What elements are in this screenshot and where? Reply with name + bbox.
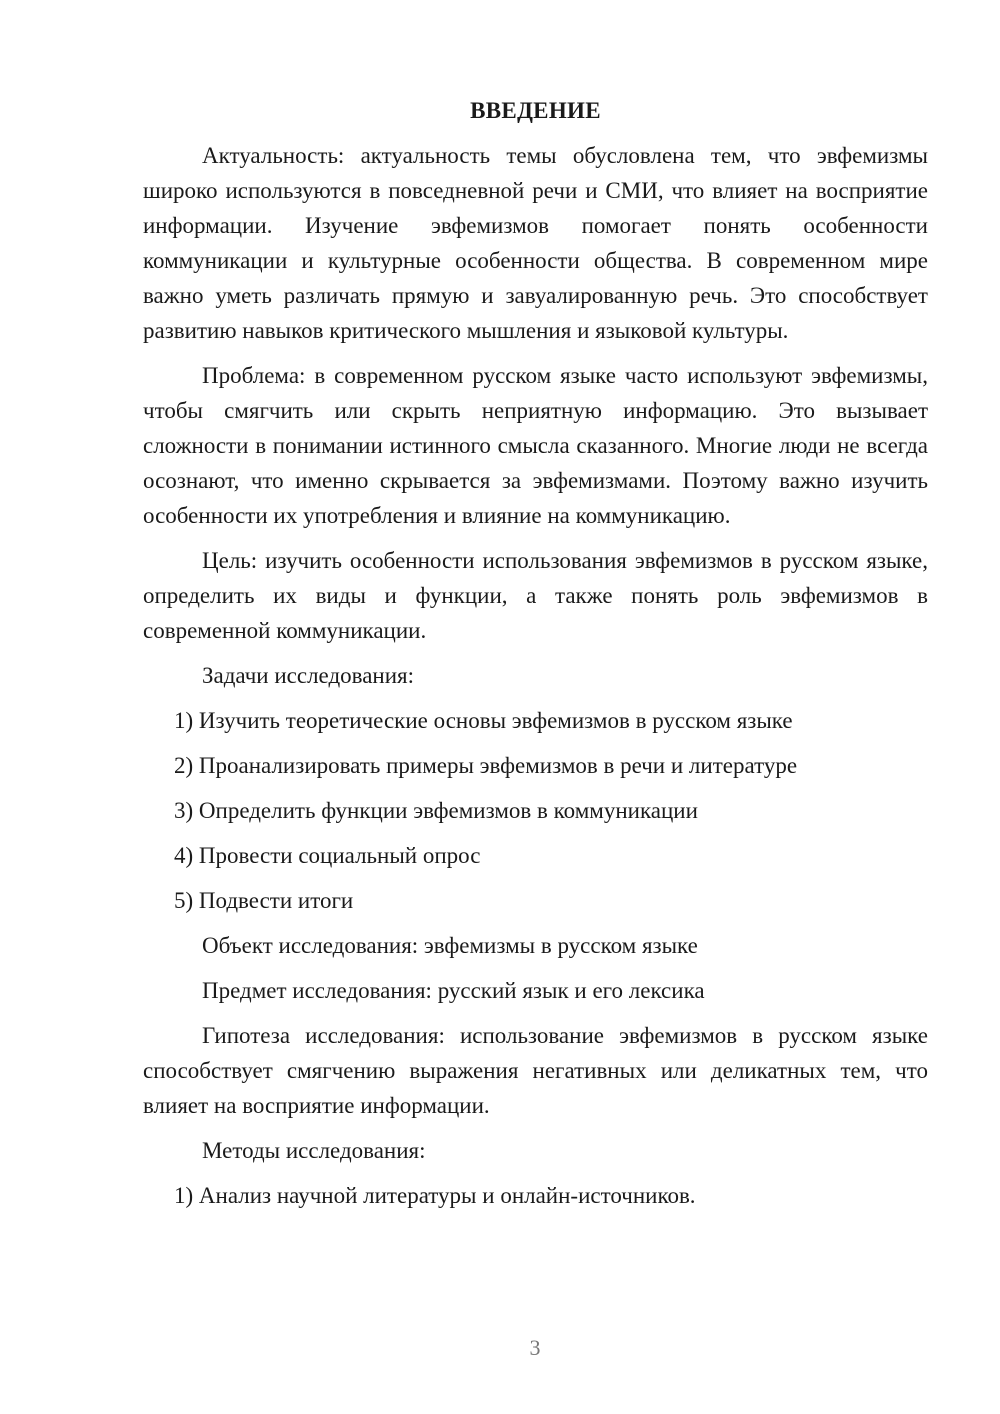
methods-title: Методы исследования: [202,1138,426,1163]
task-item: 1) Изучить теоретические основы эвфемизмов в русском языке [174,708,793,733]
research-subject: Предмет исследования: русский язык и его лексика [202,978,705,1003]
goal-paragraph: Цель: изучить особенности использования эвфемизмов в русском языке, определить их виды и функции, а также понять роль эвфемизмов в современной коммуникации. [143,548,928,643]
tasks-title: Задачи исследования: [202,663,415,688]
research-object: Объект исследования: эвфемизмы в русском языке [202,933,698,958]
task-item: 2) Проанализировать примеры эвфемизмов в речи и литературе [174,753,798,778]
hypothesis-paragraph: Гипотеза исследования: использование эвфемизмов в русском языке способствует смягчению выражения негативных или деликатных тем, что влияет на восприятие информации. [143,1023,928,1118]
page-number: 3 [529,1335,541,1360]
section-heading: ВВЕДЕНИЕ [470,98,601,123]
relevance-paragraph: Актуальность: актуальность темы обусловлена тем, что эвфемизмы широко используются в повседневной речи и СМИ, что влияет на восприятие информации. Изучение эвфемизмов помогает понять особенности коммуникации и культурные особенности общества. В современном мире важно уметь различать прямую и завуалированную речь. Это способствует развитию навыков критического мышления и языковой культуры. [143,143,928,343]
task-item: 5) Подвести итоги [174,888,354,913]
document-body [143,93,928,1223]
method-item: 1) Анализ научной литературы и онлайн-источников. [174,1183,696,1208]
problem-paragraph: Проблема: в современном русском языке часто используют эвфемизмы, чтобы смягчить или скрыть неприятную информацию. Это вызывает сложности в понимании истинного смысла сказанного. Многие люди не всегда осознают, что именно скрывается за эвфемизмами. Поэтому важно изучить особенности их употребления и влияние на коммуникацию. [143,363,928,528]
task-item: 3) Определить функции эвфемизмов в коммуникации [174,798,698,823]
task-item: 4) Провести социальный опрос [174,843,481,868]
